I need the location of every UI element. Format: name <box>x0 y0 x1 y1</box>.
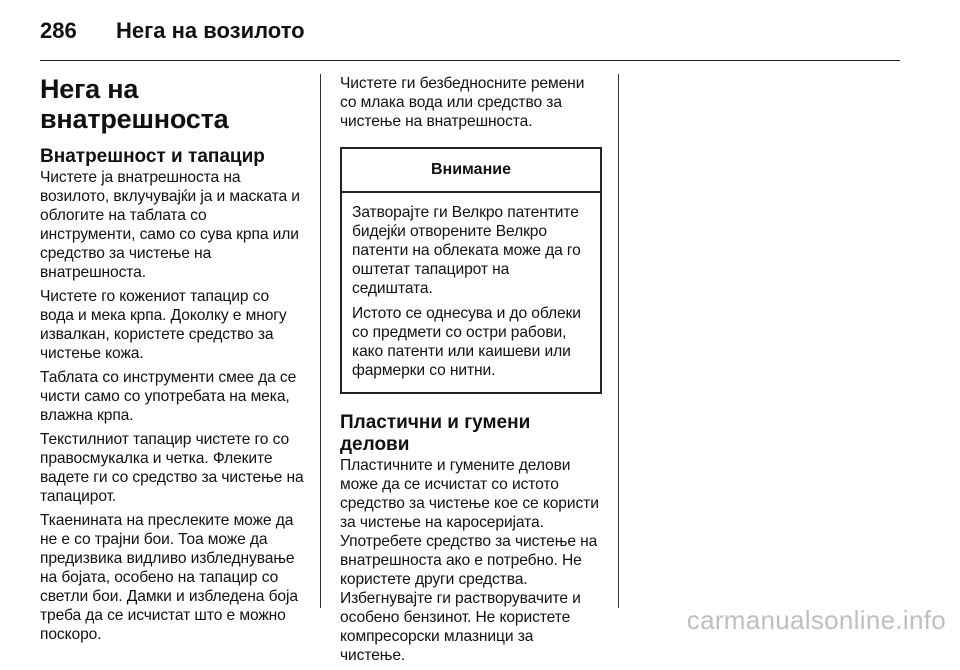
subheading-upholstery: Внатрешност и тапацир <box>40 146 265 167</box>
warning-title: Внимание <box>342 149 600 193</box>
paragraph: Ткаенината на преслеките може да не е со трајни бои. Тоа може да предизвика видливо избледнување на бојата, особено на тапацир со светли бои. Дамки и избледена боја треба да се исчистат што е можно поскоро. <box>40 512 298 643</box>
middle-column <box>340 74 602 670</box>
warning-paragraph: Истото се однесува и до облеки со предмети со остри рабови, како патенти или каишеви или фармерки со нитни. <box>352 305 581 379</box>
page-number: 286 <box>40 18 77 43</box>
section-title: Нега на внатрешноста <box>40 74 229 134</box>
paragraph: Таблата со инструменти смее да се чисти само со употребата на мека, влажна крпа. <box>40 369 297 424</box>
header-rule <box>40 60 900 61</box>
paragraph: Пластичните и гумените делови може да се исчистат со истото средство за чистење кое се користи за чистење на каросеријата. Употребете средство за чистење на внатрешноста ако е потребно. Не користете други средства. Избегнувајте ги растворувачите и особено бензинот. Не користете компресорски млазници за чистење. <box>340 457 599 664</box>
paragraph: Текстилниот тапацир чистете го со правосмукалка и четка. Флеките вадете ги со средство за чистење на тапацирот. <box>40 431 304 505</box>
chapter-title: Нега на возилото <box>116 18 305 43</box>
intro-paragraph: Чистете ги безбедносните ремени со млака вода или средство за чистење на внатрешноста. <box>340 75 585 130</box>
subheading-plastic: Пластични и гумени делови <box>340 412 531 455</box>
column-divider-2 <box>618 74 619 608</box>
paragraph: Чистете го кожениот тапацир со вода и мека крпа. Доколку е многу извалкан, користете средство за чистење кожа. <box>40 288 287 362</box>
watermark: carmanualsonline.info <box>686 605 946 635</box>
warning-paragraph: Затворајте ги Велкро патентите бидејќи отворените Велкро патенти на облеката може да го оштетат тапацирот на седиштата. <box>352 204 581 297</box>
warning-box <box>340 147 602 394</box>
column-divider-1 <box>320 74 321 608</box>
warning-body <box>342 193 600 392</box>
left-column <box>40 74 305 649</box>
page-header <box>40 18 900 58</box>
paragraph: Чистете ја внатрешноста на возилото, вклучувајќи ја и маската и облогите на таблата со инструменти, само со сува крпа или средство за чистење на внатрешноста. <box>40 169 300 281</box>
